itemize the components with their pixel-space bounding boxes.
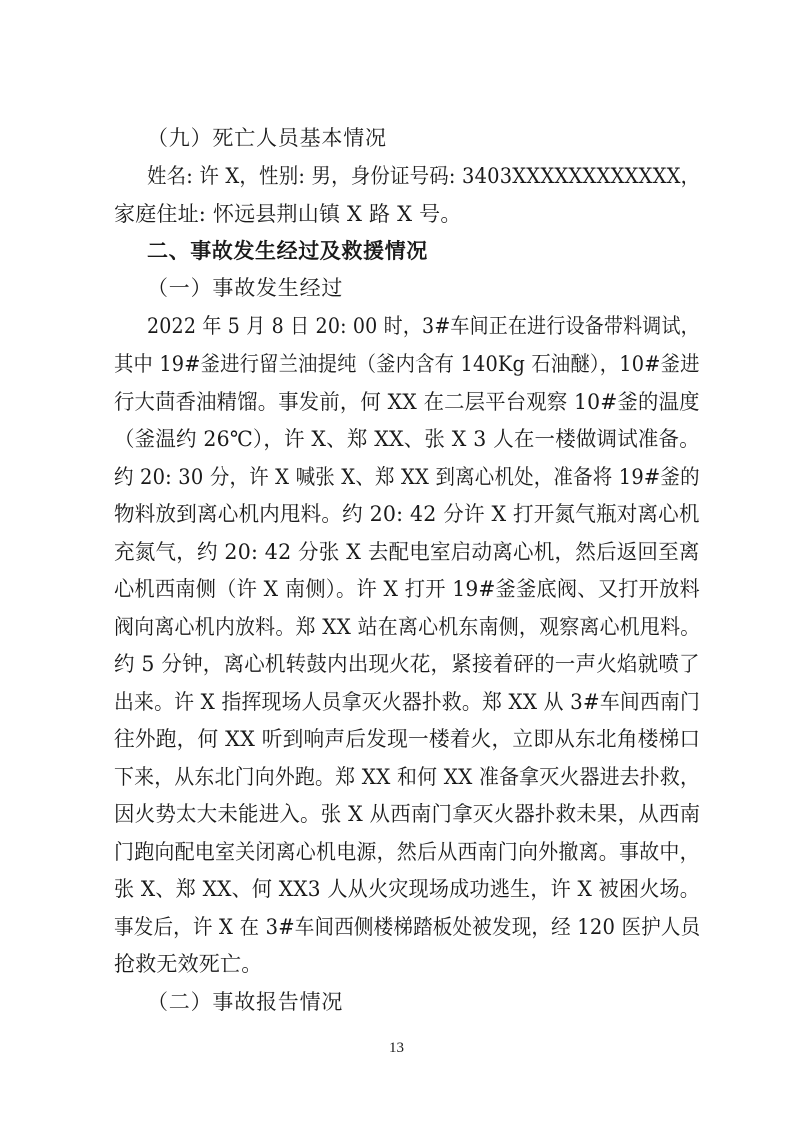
paragraph-line: 2022 年 5 月 8 日 20: 00 时，3#车间正在进行设备带料调试， <box>147 314 700 338</box>
page-number: 13 <box>389 1040 404 1056</box>
part-2-heading: 二、事故发生经过及救援情况 <box>147 239 428 263</box>
paragraph-line: 行大茴香油精馏。事发前，何 XX 在二层平台观察 10#釜的温度 <box>114 390 700 414</box>
paragraph-line: 心机西南侧（许 X 南侧）。许 X 打开 19#釜釜底阀、又打开放料 <box>114 577 700 601</box>
paragraph-line: 张 X、郑 XX、何 XX3 人从火灾现场成功逃生，许 X 被困火场。 <box>114 877 701 901</box>
paragraph-line: 其中 19#釜进行留兰油提纯（釜内含有 140Kg 石油醚），10#釜进 <box>114 352 700 376</box>
paragraph-line: 往外跑，何 XX 听到响声后发现一楼着火，立即从东北角楼梯口 <box>114 727 701 751</box>
paragraph-line: 约 5 分钟，离心机转鼓内出现火花，紧接着砰的一声火焰就喷了 <box>114 652 700 676</box>
paragraph-line: 充氮气，约 20: 42 分张 X 去配电室启动离心机，然后返回至离 <box>114 540 700 564</box>
paragraph-line: 出来。许 X 指挥现场人员拿灭火器扑救。郑 XX 从 3#车间西南门 <box>114 690 701 714</box>
paragraph-line: 门跑向配电室关闭离心机电源，然后从西南门向外撤离。事故中， <box>114 840 700 864</box>
paragraph-line: （釜温约 26℃），许 X、郑 XX、张 X 3 人在一楼做调试准备。 <box>114 427 700 451</box>
paragraph-line: 下来，从东北门向外跑。郑 XX 和何 XX 准备拿灭火器进去扑救， <box>114 765 701 789</box>
paragraph-line: 阀向离心机内放料。郑 XX 站在离心机东南侧，观察离心机甩料。 <box>114 615 701 639</box>
paragraph-line: 物料放到离心机内甩料。约 20: 42 分许 X 打开氮气瓶对离心机 <box>114 502 700 526</box>
subsection-1-title: （一）事故发生经过 <box>147 276 344 300</box>
paragraph-line: 因火势太大未能进入。张 X 从西南门拿灭火器扑救未果，从西南 <box>114 802 701 826</box>
subsection-2-title: （二）事故报告情况 <box>147 990 344 1014</box>
paragraph-line: 事发后，许 X 在 3#车间西侧楼梯踏板处被发现，经 120 医护人员 <box>114 915 701 939</box>
paragraph-line: 抢救无效死亡。 <box>114 952 263 976</box>
paragraph-line: 约 20: 30 分，许 X 喊张 X、郑 XX 到离心机处，准备将 19#釜的 <box>114 465 700 489</box>
victim-address-line: 家庭住址: 怀远县荆山镇 X 路 X 号。 <box>114 202 462 226</box>
victim-info-line: 姓名: 许 X，性别: 男，身份证号码: 3403XXXXXXXXXXXX， <box>147 164 701 188</box>
section-9-title: （九）死亡人员基本情况 <box>147 126 387 150</box>
